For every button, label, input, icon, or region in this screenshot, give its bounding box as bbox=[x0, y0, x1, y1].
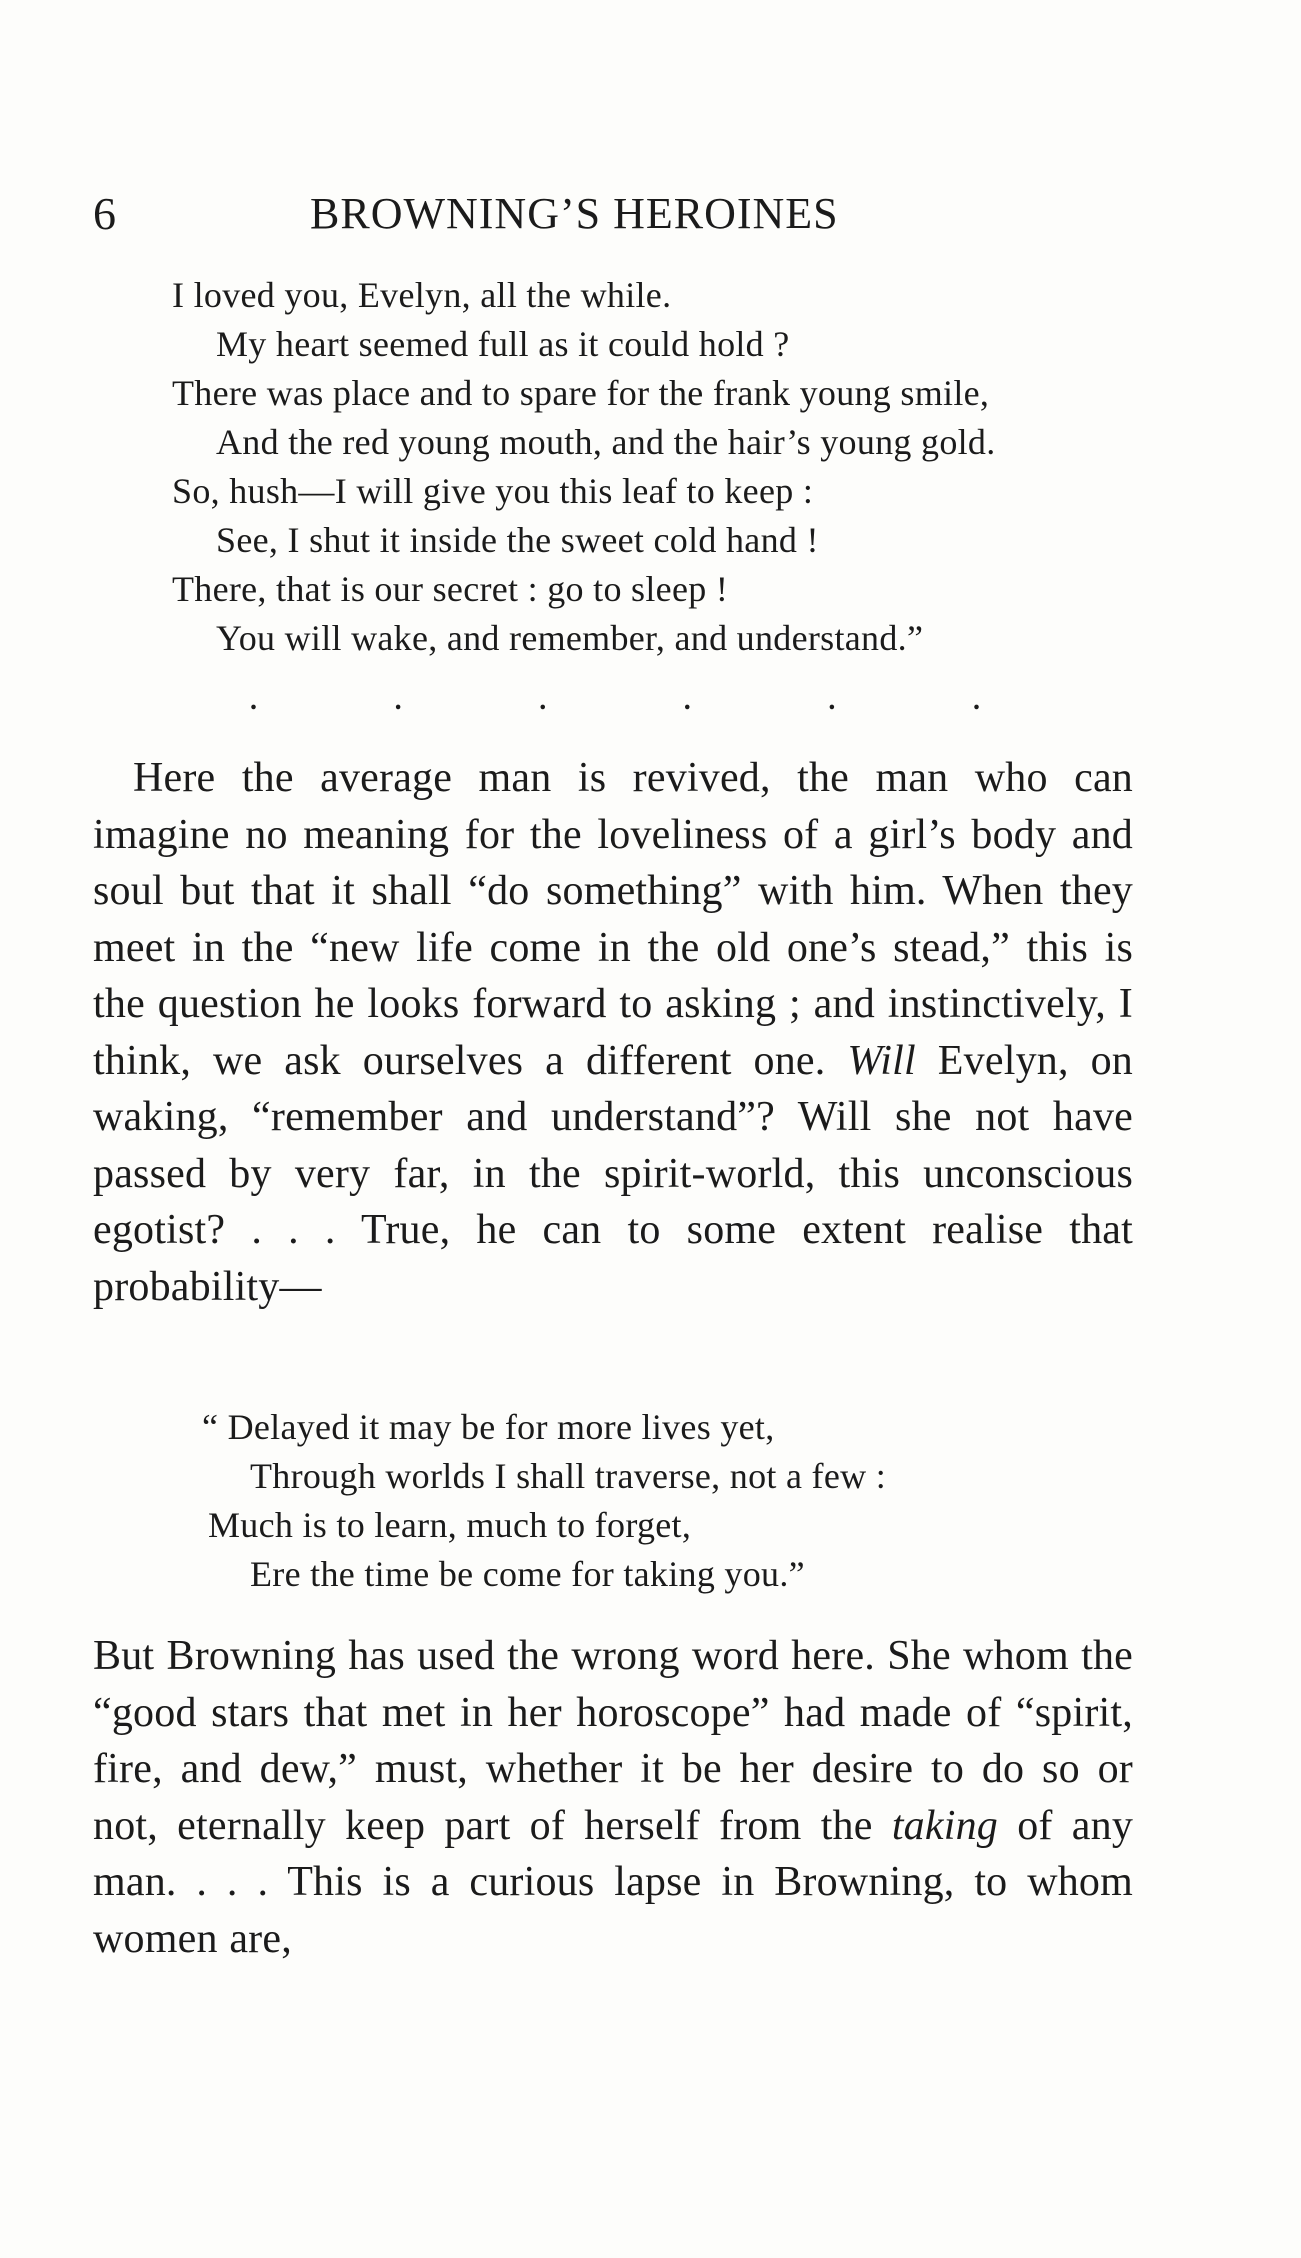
running-title: BROWNING’S HEROINES bbox=[310, 189, 839, 238]
verse-line: Through worlds I shall traverse, not a few : bbox=[250, 1456, 887, 1496]
dot: . bbox=[828, 685, 836, 716]
page-header bbox=[93, 186, 933, 242]
verse-line bbox=[172, 467, 996, 516]
paragraph-1 bbox=[93, 750, 1133, 1315]
page-number: 6 bbox=[93, 188, 117, 239]
verse-line: Much is to learn, much to forget, bbox=[208, 1505, 692, 1545]
italic-word: taking bbox=[891, 1802, 998, 1849]
dot: . bbox=[683, 685, 691, 716]
verse-line: And the red young mouth, and the hair’s young gold. bbox=[216, 422, 996, 462]
verse-line: You will wake, and remember, and understand.” bbox=[216, 618, 924, 658]
dot: . bbox=[972, 685, 980, 716]
ellipsis-dots bbox=[250, 681, 980, 721]
paragraph-text-part: of any man. . . . This is a curious lapse in Browning, to whom women are, bbox=[93, 1802, 1134, 1962]
verse-line: Ere the time be come for taking you.” bbox=[250, 1554, 805, 1594]
paragraph-text-part: Evelyn, on waking, “remember and understand”? Will she not have passed by very far, in the spirit-world, this unconscious egotist? . . . True, he can to some extent realise that probability— bbox=[93, 1037, 1133, 1310]
verse-line: I loved you, Evelyn, all the while. bbox=[172, 275, 672, 315]
paragraph-text bbox=[93, 750, 1133, 1315]
verse-line: There was place and to spare for the frank young smile, bbox=[172, 373, 990, 413]
verse-line: There, that is our secret : go to sleep ! bbox=[172, 569, 729, 609]
verse-line: See, I shut it inside the sweet cold hand ! bbox=[216, 520, 819, 560]
dot: . bbox=[250, 685, 257, 716]
italic-word: Will bbox=[847, 1037, 916, 1084]
dot: . bbox=[394, 685, 402, 716]
verse-line: “ Delayed it may be for more lives yet, bbox=[202, 1407, 775, 1447]
paragraph-2 bbox=[93, 1628, 1133, 1967]
paragraph-text-part: But Browning has used the wrong word here. She whom the “good stars that met in her horoscope” had made of “spirit, fire, and dew,” must, whether it be her desire to do so or not, eternally keep part of herself from the bbox=[93, 1633, 1133, 1849]
dot: . bbox=[539, 685, 547, 716]
verse-line: My heart seemed full as it could hold ? bbox=[216, 324, 790, 364]
verse-quotation-1 bbox=[172, 271, 996, 663]
verse-line-text: So, hush—I will give you this leaf to keep : bbox=[172, 471, 814, 511]
paragraph-text-part: Here the average man is revived, the man who can imagine no meaning for the loveliness of a girl’s body and soul but that it shall “do something” with him. When they meet in the “new life come in the old one’s stead,” this is the question he looks forward to asking ; and instinctively, I think, we ask ourselves a different one. bbox=[93, 755, 1133, 1084]
paragraph-text bbox=[93, 1628, 1133, 1967]
verse-quotation-2 bbox=[202, 1403, 887, 1599]
